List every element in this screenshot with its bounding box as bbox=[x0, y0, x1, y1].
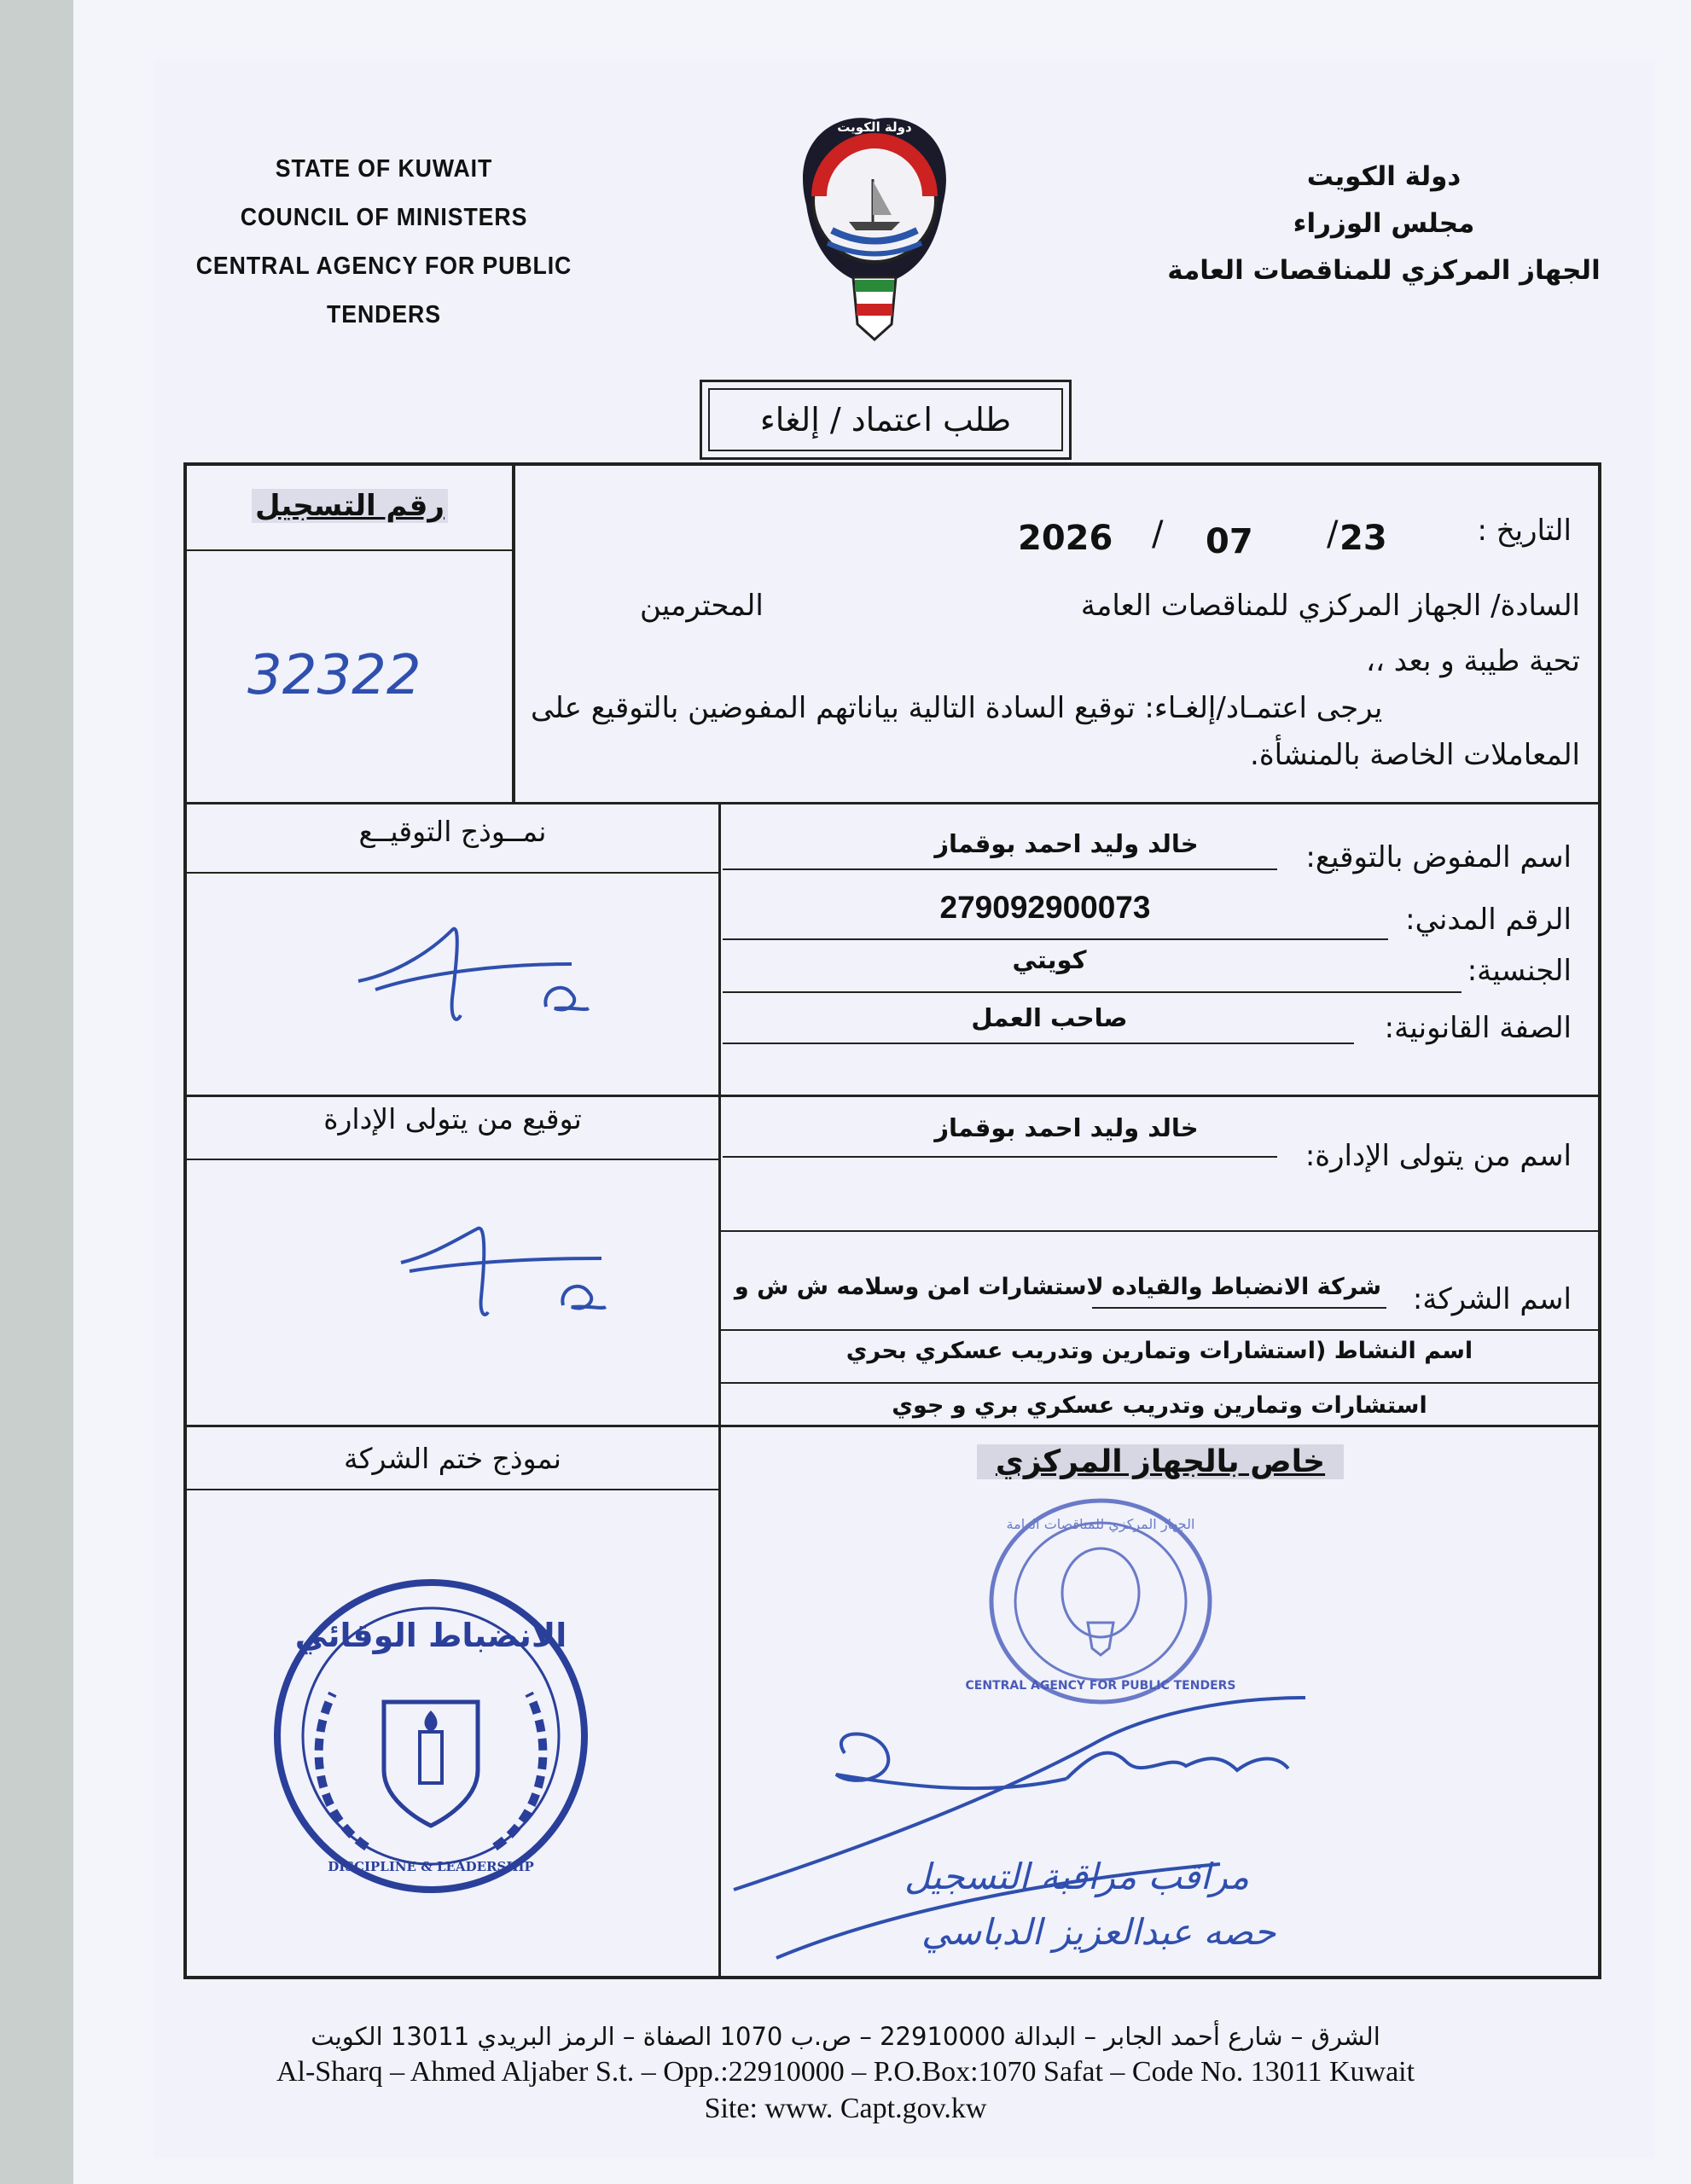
authorized-name[interactable]: خالد وليد احمد بوقماز bbox=[934, 829, 1199, 858]
footer-site: Site: www. Capt.gov.kw bbox=[704, 2093, 987, 2124]
authorized-name-underline bbox=[723, 868, 1277, 870]
company-name-label: اسم الشركة: bbox=[1412, 1282, 1572, 1316]
agency-stamp bbox=[965, 1495, 1236, 1708]
authorized-name-label: اسم المفوض بالتوقيع: bbox=[1305, 840, 1572, 874]
mgmt-header-line bbox=[187, 1159, 718, 1160]
agency-stamp-en: CENTRAL AGENCY FOR PUBLIC TENDERS bbox=[965, 1679, 1236, 1693]
legal-capacity-underline bbox=[723, 1043, 1354, 1044]
agency-signer-name: حصه عبدالعزيز الدباسي bbox=[921, 1911, 1276, 1953]
section-line-1 bbox=[187, 802, 1598, 804]
date-year: 2026 bbox=[1018, 519, 1113, 558]
management-name-label: اسم من يتولى الإدارة: bbox=[1305, 1139, 1572, 1173]
company-name-underline bbox=[1092, 1307, 1386, 1309]
management-name-underline bbox=[723, 1156, 1277, 1158]
footer-arabic: الشرق – شارع أحمد الجابر – البدالة 22910000 – ص.ب 1070 الصفاة – الرمز البريدي 13011 الكويت bbox=[311, 2022, 1380, 2051]
section-line-2 bbox=[187, 1095, 1598, 1097]
company-stamp bbox=[264, 1574, 597, 1898]
management-name[interactable]: خالد وليد احمد بوقماز bbox=[934, 1113, 1199, 1142]
greeting: تحية طيبة و بعد ،، bbox=[1365, 644, 1580, 678]
ar-agency: الجهاز المركزي للمناقصات العامة bbox=[1167, 255, 1601, 286]
agency-stamp-ar: الجهاز المركزي للمناقصات العامة bbox=[1006, 1516, 1195, 1532]
form-title-box bbox=[700, 380, 1072, 460]
ar-state: دولة الكويت bbox=[1306, 161, 1461, 192]
date-sep-1: / bbox=[1327, 514, 1339, 554]
letter-body-line1: يرجى اعتمـاد/إلغـاء: توقيع السادة التالية بياناتهم المفوضين بالتوقيع على bbox=[531, 691, 1383, 725]
reg-column-divider bbox=[512, 466, 515, 804]
registration-number: 32322 bbox=[247, 644, 421, 707]
section-line-3 bbox=[187, 1425, 1598, 1427]
date-day: 23 bbox=[1339, 519, 1387, 558]
legal-capacity-label: الصفة القانونية: bbox=[1384, 1011, 1572, 1045]
company-activity-line1: اسم النشاط (استشارات وتمارين وتدريب عسكري بحري bbox=[846, 1338, 1473, 1364]
reg-header-line bbox=[187, 549, 512, 551]
date-month: 07 bbox=[1206, 522, 1253, 561]
en-agency: CENTRAL AGENCY FOR PUBLIC TENDERS bbox=[195, 253, 572, 328]
form-title: طلب اعتماد / إلغاء bbox=[708, 388, 1063, 451]
company-name[interactable]: شركة الانضباط والقياده لاستشارات امن وسلامه ش ش و bbox=[734, 1274, 1382, 1300]
addressee-respect: المحترمين bbox=[640, 589, 764, 623]
arabic-header bbox=[1128, 154, 1640, 294]
date-label: التاريخ : bbox=[1477, 514, 1572, 548]
sig-header-line bbox=[187, 872, 718, 874]
en-state: STATE OF KUWAIT bbox=[275, 155, 493, 183]
civil-id[interactable]: 279092900073 bbox=[939, 890, 1151, 925]
footer-english: Al-Sharq – Ahmed Aljaber S.t. – Opp.:22910000 – P.O.Box:1070 Safat – Code No. 13011 Kuwait bbox=[276, 2056, 1415, 2088]
legal-capacity[interactable]: صاحب العمل bbox=[971, 1003, 1128, 1032]
agency-signer-title: مراقب مراقبة التسجيل bbox=[904, 1856, 1250, 1897]
company-activity-line2: استشارات وتمارين وتدريب عسكري بري و جوي bbox=[892, 1392, 1427, 1419]
activity-line bbox=[721, 1382, 1598, 1384]
kuwait-emblem bbox=[772, 102, 977, 346]
company-line bbox=[721, 1329, 1598, 1331]
management-signature bbox=[392, 1220, 614, 1331]
civil-id-underline bbox=[723, 938, 1388, 940]
stamp-header-line bbox=[187, 1489, 718, 1490]
management-signature-label: توقيع من يتولى الإدارة bbox=[323, 1102, 582, 1136]
company-stamp-en: DISCIPLINE & LEADERSHIP bbox=[328, 1859, 534, 1874]
mgmt-bottom-line bbox=[721, 1230, 1598, 1232]
addressee: السادة/ الجهاز المركزي للمناقصات العامة bbox=[1080, 589, 1580, 623]
emblem-label: دولة الكويت bbox=[837, 119, 912, 135]
authorized-signature bbox=[350, 913, 597, 1032]
company-stamp-label: نموذج ختم الشركة bbox=[344, 1442, 561, 1475]
registration-label: رقم التسجيل bbox=[252, 489, 448, 523]
date-sep-2: / bbox=[1152, 514, 1164, 554]
signature-sample-label: نمــوذج التوقيــع bbox=[358, 815, 547, 848]
agency-section-label: خاص بالجهاز المركزي bbox=[977, 1444, 1344, 1479]
english-header bbox=[128, 145, 640, 340]
nationality[interactable]: كويتي bbox=[1012, 945, 1087, 974]
letter-body-line2: المعاملات الخاصة بالمنشأة. bbox=[1250, 738, 1580, 772]
registration-number-handwritten bbox=[243, 644, 465, 708]
civil-id-label: الرقم المدني: bbox=[1405, 903, 1572, 937]
nationality-label: الجنسية: bbox=[1467, 954, 1572, 988]
en-council: COUNCIL OF MINISTERS bbox=[240, 204, 528, 231]
nationality-underline bbox=[723, 991, 1461, 993]
company-stamp-ar: الانضباط الوقائي bbox=[294, 1617, 567, 1654]
ar-council: مجلس الوزراء bbox=[1293, 208, 1475, 239]
